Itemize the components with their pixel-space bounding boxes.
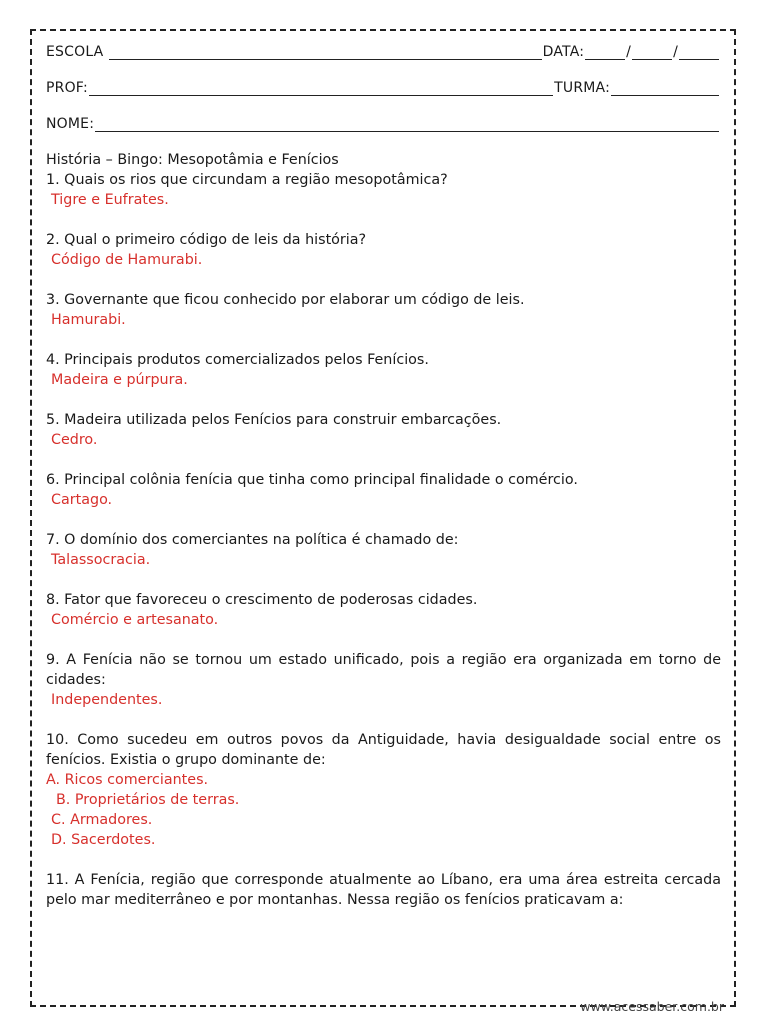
answer-10-option-b: B. Proprietários de terras.: [56, 792, 240, 808]
question-6: 6. Principal colônia fenícia que tinha como principal finalidade o comércio.: [46, 472, 578, 488]
date-year-field[interactable]: [679, 47, 719, 60]
header-teacher-row: [46, 80, 720, 96]
answer-10-option-a: A. Ricos comerciantes.: [46, 772, 209, 788]
answer-10-option-d: D. Sacerdotes.: [51, 832, 156, 848]
question-7: 7. O domínio dos comerciantes na política é chamado de:: [46, 532, 459, 548]
question-4: 4. Principais produtos comercializados pelos Fenícios.: [46, 352, 429, 368]
question-3: 3. Governante que ficou conhecido por elaborar um código de leis.: [46, 292, 525, 308]
question-8: 8. Fator que favoreceu o crescimento de poderosas cidades.: [46, 592, 478, 608]
answer-3: Hamurabi.: [51, 312, 126, 328]
name-field[interactable]: [95, 119, 719, 132]
question-5: 5. Madeira utilizada pelos Fenícios para construir embarcações.: [46, 412, 502, 428]
header-school-row: [46, 44, 720, 60]
question-10: 10. Como sucedeu em outros povos da Antiguidade, havia desigualdade social entre os fenícios. Existia o grupo dominante de:: [46, 732, 721, 768]
answer-9: Independentes.: [51, 692, 163, 708]
date-day-field[interactable]: [585, 47, 625, 60]
question-9: 9. A Fenícia não se tornou um estado unificado, pois a região era organizada em torno de cidades:: [46, 652, 721, 688]
date-month-field[interactable]: [632, 47, 672, 60]
answer-4: Madeira e púrpura.: [51, 372, 188, 388]
answer-8: Comércio e artesanato.: [51, 612, 219, 628]
header-name-row: [46, 116, 720, 132]
question-2: 2. Qual o primeiro código de leis da história?: [46, 232, 367, 248]
answer-7: Talassocracia.: [51, 552, 151, 568]
class-label: TURMA:: [554, 80, 610, 96]
worksheet-content: [46, 150, 721, 910]
footer-site: www.acessaber.com.br: [580, 999, 724, 1014]
school-label: ESCOLA: [46, 44, 104, 60]
answer-6: Cartago.: [51, 492, 113, 508]
school-field[interactable]: [109, 47, 541, 60]
worksheet-title: História – Bingo: Mesopotâmia e Fenícios: [46, 152, 339, 168]
name-label: NOME:: [46, 116, 95, 132]
teacher-label: PROF:: [46, 80, 88, 96]
date-sep-2: /: [673, 44, 678, 60]
question-1: 1. Quais os rios que circundam a região mesopotâmica?: [46, 172, 448, 188]
answer-2: Código de Hamurabi.: [51, 252, 203, 268]
date-label: DATA:: [542, 44, 585, 60]
date-sep-1: /: [626, 44, 632, 60]
question-11: 11. A Fenícia, região que corresponde atualmente ao Líbano, era uma área estreita cercada pelo mar mediterrâneo e por montanhas. Nessa região os fenícios praticavam a:: [46, 872, 721, 908]
answer-1: Tigre e Eufrates.: [51, 192, 169, 208]
teacher-field[interactable]: [89, 83, 553, 96]
answer-10-option-c: C. Armadores.: [51, 812, 153, 828]
answer-5: Cedro.: [51, 432, 98, 448]
class-field[interactable]: [611, 83, 719, 96]
